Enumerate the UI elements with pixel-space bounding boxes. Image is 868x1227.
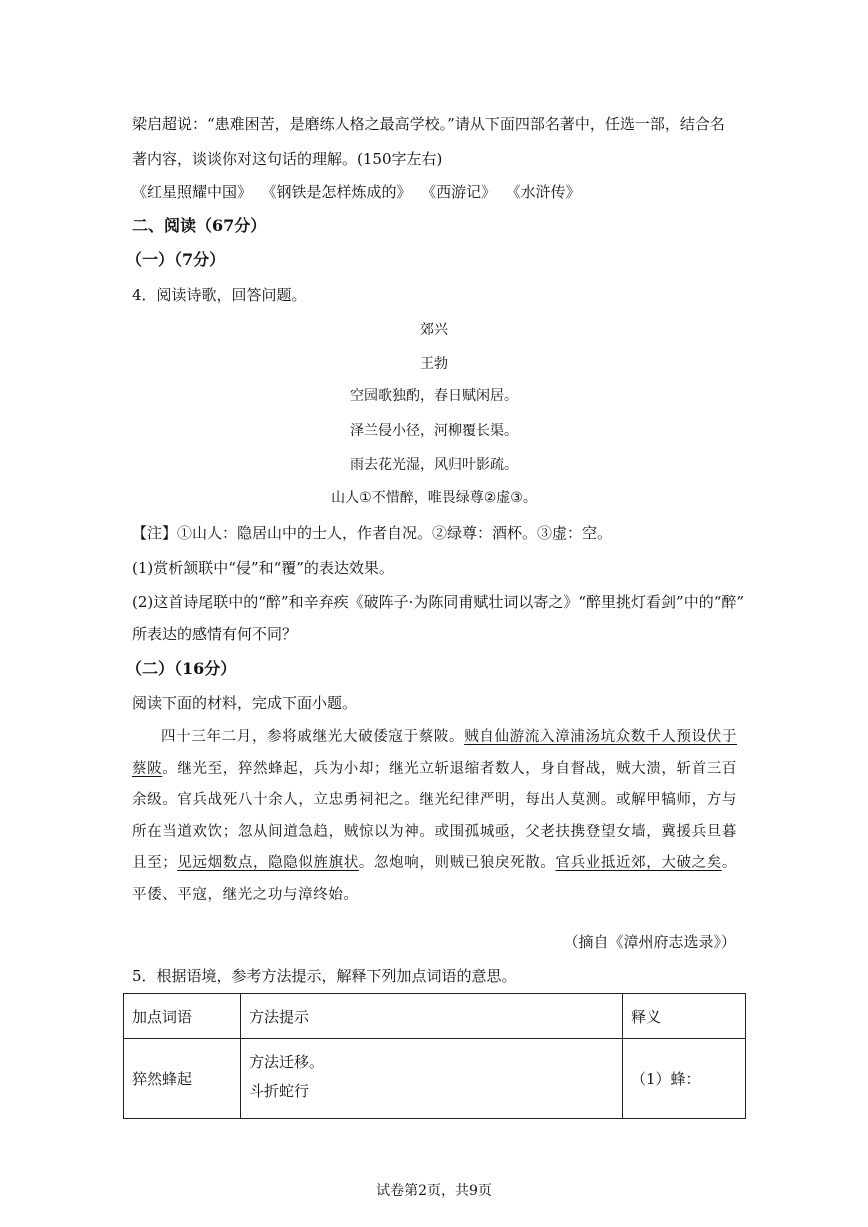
word-method-table: [123, 993, 746, 1119]
poem-note: 【注】①山人：隐居山中的士人，作者自况。②绿尊：酒杯。③虚：空。: [132, 524, 613, 542]
passage-text: 。继光至，猝然蜂起，兵为小却；继光立斩退缩者数人，身自督战，贼大溃，斩首三百余级。官兵战死八十余人，立忠勇祠祀之。继光纪律严明，每出人莫测。或解甲犒师，方与所在当道欢饮；忽从间道急趋，贼惊以为神。或围孤城亟，父老扶携登望女墙，冀援兵旦暮且至；: [132, 760, 738, 871]
underlined-sentence: 见远烟数点，隐隐似旌旗状: [177, 855, 359, 871]
table-header: 释义: [623, 994, 746, 1039]
question-5-prompt: 5．根据语境，参考方法提示，解释下列加点词语的意思。: [132, 967, 517, 985]
section-2-title: 二、阅读（67分）: [132, 216, 267, 235]
poem-author: 王勃: [420, 356, 448, 372]
table-cell-method: [241, 1039, 623, 1119]
table-header: 方法提示: [241, 994, 623, 1039]
intro-line-2: 著内容，谈谈你对这句话的理解。(150字左右): [132, 150, 443, 168]
passage-text: 四十三年二月，参将戚继光大破倭寇于蔡陂。: [161, 729, 465, 745]
passage-text: 。平倭、平寇，继光之功与漳终始。: [132, 855, 737, 903]
dotted-word: 猝然蜂起: [132, 1070, 193, 1088]
passage-text: 。忽炮响，则贼已狼戾死散。: [358, 855, 556, 871]
passage-source: （摘自《漳州府志选录》）: [563, 933, 736, 951]
underlined-sentence: 贼自仙游流入漳浦汤坑众数千人预设伏于蔡陂: [132, 729, 737, 777]
underlined-sentence: 官兵业抵近郊，大破之矣: [555, 855, 722, 871]
intro-line-1: 梁启超说：“患难困苦，是磨练人格之最高学校。”请从下面四部名著中，任选一部，结合名: [132, 115, 725, 133]
poem-line: 雨去花光湿，风归叶影疏。: [350, 457, 518, 473]
poem-line: 泽兰侵小径，河柳覆长渠。: [350, 423, 518, 439]
page-footer: 试卷第2页，共9页: [376, 1183, 492, 1199]
question-4-sub-2-line-1: (2)这首诗尾联中的“醉”和辛弃疾《破阵子·为陈同甫赋壮词以寄之》“醉里挑灯看剑”中的“醉”: [132, 593, 745, 611]
part-2-title: （二）（16分）: [126, 659, 237, 678]
part-2-prompt: 阅读下面的材料，完成下面小题。: [132, 694, 358, 712]
classical-passage: [132, 722, 737, 911]
table-header: 加点词语: [124, 994, 241, 1039]
poem-line: 空园歌独酌，春日赋闲居。: [350, 388, 518, 404]
method-line-2: 斗折蛇行: [249, 1082, 310, 1100]
table-cell-answer: （1）蜂：: [623, 1039, 746, 1119]
method-line-1: 方法迁移。: [249, 1053, 325, 1071]
part-1-title: （一）（7分）: [126, 250, 226, 269]
question-4-sub-1: (1)赏析颔联中“侵”和“覆”的表达效果。: [132, 559, 394, 577]
question-4-prompt: 4．阅读诗歌，回答问题。: [132, 286, 307, 304]
book-list: 《红星照耀中国》 《钢铁是怎样炼成的》 《西游记》 《水浒传》: [132, 183, 581, 201]
question-4-sub-2-line-2: 所表达的感情有何不同？: [132, 625, 298, 643]
table-cell-word: [124, 1039, 241, 1119]
poem-line: 山人①不惜醉，唯畏绿尊②虚③。: [331, 490, 537, 506]
poem-title: 郊兴: [420, 322, 448, 338]
